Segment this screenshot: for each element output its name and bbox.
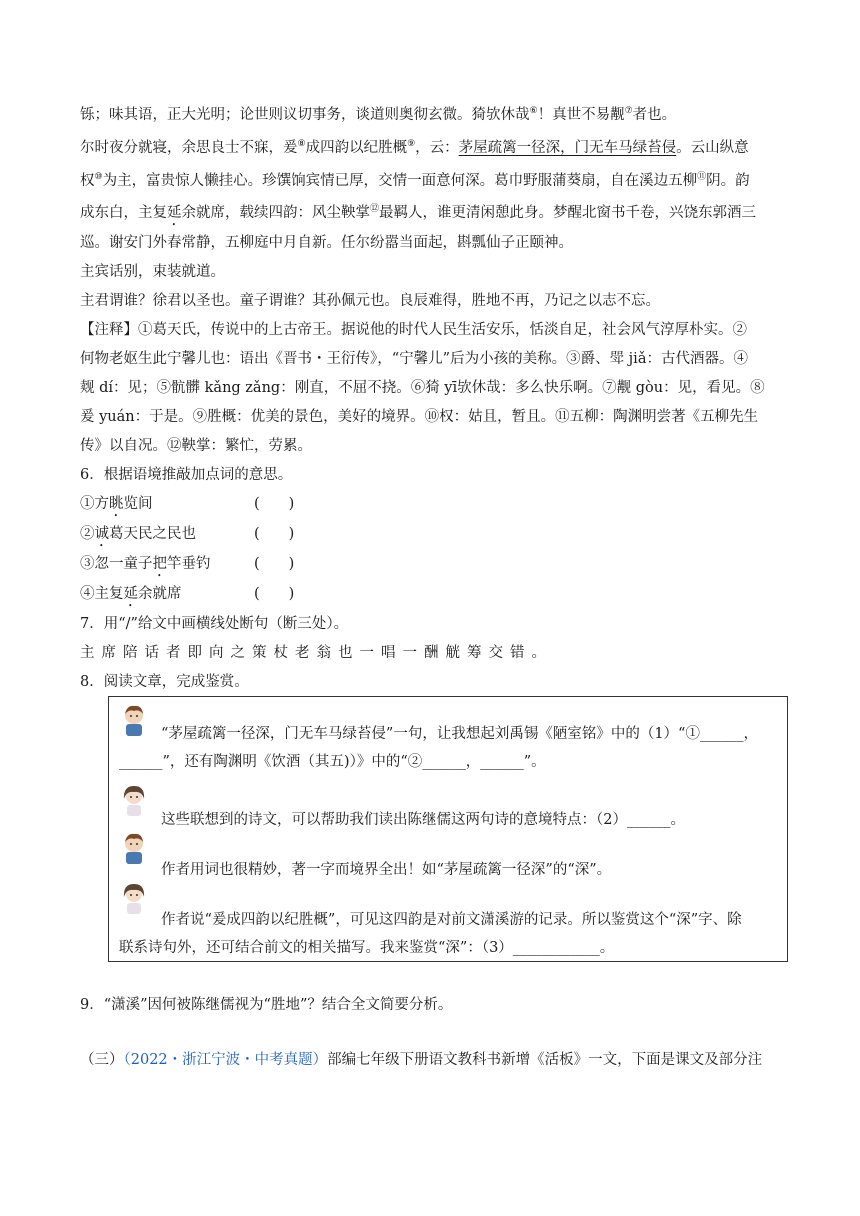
passage [80,97,792,697]
section3-line: （三）（2022・浙江宁波・中考真题）部编七年级下册语文教科书新增《活板》一文，下面是课文及部分注 [80,1052,763,1068]
girl-avatar-icon [119,783,149,817]
underlined-poem-line: 茅屋疏篱一径深，门无车马绿苔侵 [458,139,677,156]
q6-title: 6．根据语境推敲加点词的意思。 [80,467,293,484]
note-line-2: 何物老妪生此宁馨儿也：语出《晋书・王衍传》，“宁馨儿”后为小孩的美称。③爵、斝 jiǎ：古代酒器。④ [80,351,748,368]
note-line-5: 传》以自况。⑫鞅掌：繁忙，劳累。 [80,438,312,455]
answer-blank[interactable]: ( ) [254,496,295,513]
passage-line-5: 巡。谢安门外春常静，五柳庭中月自新。任尔纷嚣当面起，斟瓢仙子正颐神。 [80,235,573,252]
passage-line-2: 尔时夜分就寝，余思良士不寐，爰⑧成四韵以纪胜概⑨，云：茅屋疏篱一径深，门无车马绿苔侵。云山纵意 [80,138,749,156]
q6-item-2: ②诚葛天民之民也 ( ) [80,520,792,550]
dialogue-1b: ______”，还有陶渊明《饮酒（其五)）》中的“②______，______”。 [119,754,546,770]
dialogue-4b: 联系诗句外，还可结合前文的相关描写。我来鉴赏“深”：（3）____________。 [119,940,615,956]
dialogue-box [108,696,788,962]
q7-text: 主席陪话者即向之策杖老翁也一唱一酬觥筹交错。 [80,645,553,662]
passage-line-1: 铄；味其语，正大光明；论世则议切事务，谈道则奥彻玄微。猗欤休哉⑥！真世不易觏⑦者也。 [80,106,677,123]
boy-avatar-icon [119,703,149,737]
dialogue-3: 作者用词也很精妙，著一字而境界全出！如“茅屋疏篱一径深”的“深”。 [161,862,612,878]
note-line-3: 觌 dí：见；⑤骯髒 kǎng zǎng：刚直，不屈不挠。⑥猗 yī欤休哉：多么快乐啊。⑦觏 gòu：见，看见。⑧ [80,380,765,397]
boy-avatar-icon [119,831,149,865]
passage-line-3: 权⑩为主，富贵惊人懒挂心。珍馔饷宾情已厚，交情一面意何深。葛巾野服蒲葵扇，自在溪边五柳⑪阴。韵 [80,171,750,189]
passage-line-6: 主宾话别，束装就道。 [80,264,225,281]
q6-item-1: ①方眺览间 ( ) [80,490,792,520]
girl-avatar-icon [119,881,149,915]
dialogue-4a: 作者说“爰成四韵以纪胜概”，可见这四韵是对前文潇溪游的记录。所以鉴赏这个“深”字、除 [161,912,742,928]
q9-title: 9．“潇溪”因何被陈继儒视为“胜地”？结合全文简要分析。 [80,997,453,1013]
q6-item-3: ③忽一童子把竿垂钓 ( ) [80,550,792,580]
answer-blank[interactable]: ( ) [254,526,295,543]
q8-title: 8．阅读文章，完成鉴赏。 [80,674,249,691]
q7-title: 7．用“/”给文中画横线处断句（断三处）。 [80,616,349,633]
dialogue-2: 这些联想到的诗文，可以帮助我们读出陈继儒这两句诗的意境特点：（2）______。 [161,812,685,828]
q6-item-4: ④主复延余就席 ( ) [80,580,792,610]
passage-line-4: 成东白，主复延余就席，载续四韵：风尘鞅掌⑫最羁人，谁更清闲憩此身。梦醒北窗书千卷，兴饶东郭酒三 [80,204,757,222]
answer-blank[interactable]: ( ) [254,586,295,603]
dialogue-1a: “茅屋疏篱一径深，门无车马绿苔侵”一句，让我想起刘禹锡《陋室铭》中的（1）“①______， [161,726,758,742]
note-line-1: 【注释】①葛天氏，传说中的上古帝王。据说他的时代人民生活安乐，恬淡自足，社会风气淳厚朴实。② [80,322,747,339]
exam-source-link[interactable]: （2022・浙江宁波・中考真题） [123,1052,328,1068]
answer-blank[interactable]: ( ) [254,556,295,573]
note-line-4: 爰 yuán：于是。⑨胜概：优美的景色，美好的境界。⑩权：姑且，暂且。⑪五柳：陶渊明尝著《五柳先生 [80,409,759,426]
passage-line-7: 主君谓谁？徐君以圣也。童子谓谁？其孙佩元也。良辰难得，胜地不再，乃记之以志不忘。 [80,293,660,310]
